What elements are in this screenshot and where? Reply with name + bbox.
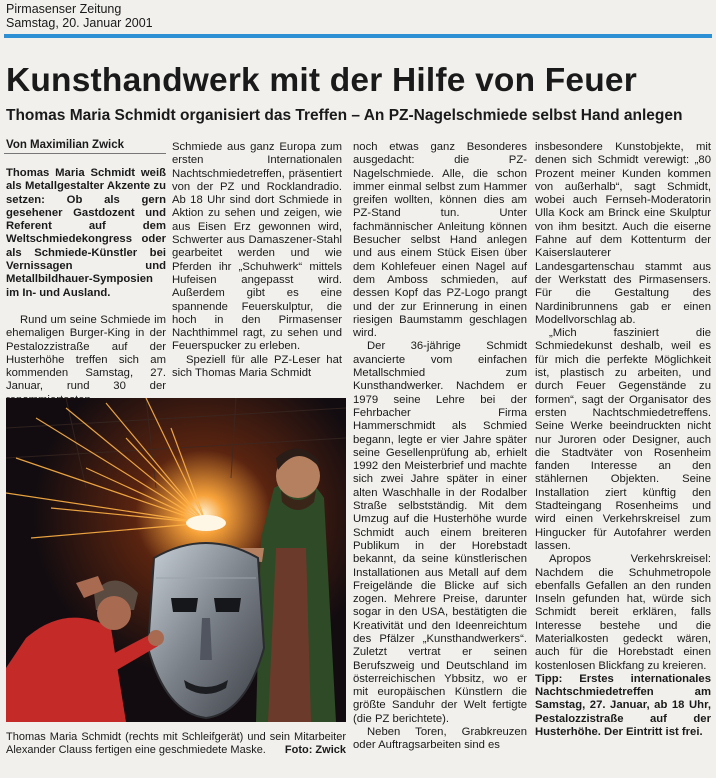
- grinder-flare: [186, 515, 226, 531]
- article-headline: Kunsthandwerk mit der Hilfe von Feuer: [6, 62, 637, 99]
- author-rule: [4, 153, 166, 154]
- masthead-rule: [4, 34, 712, 38]
- masthead: [6, 2, 153, 30]
- event-tip: Tipp: Erstes internationales Nachtschmiedetreffen am Samstag, 27. Januar, ab 18 Uhr, Pestalozzistraße auf der Husterhöhe. Der Eintritt ist frei.: [535, 672, 711, 739]
- article-lead: Thomas Maria Schmidt weiß als Metallgestalter Akzente zu setzen: Ob als gern gesehener Gastdozent und Referent auf dem Weltschmiedekongress oder als Schmiede-Künstler bei Vernissagen und Metallbildhauer-Symposien im In- und Ausland.: [6, 167, 166, 299]
- article-author: Von Maximilian Zwick: [6, 139, 125, 151]
- column-3-paragraph-3: Neben Toren, Grabkreuzen oder Auftragsarbeiten sind es: [353, 726, 527, 752]
- forging-scene-photo: [6, 398, 346, 722]
- photo-caption-block: [6, 731, 346, 757]
- column-1: [6, 167, 166, 407]
- publication-date: Samstag, 20. Januar 2001: [6, 16, 153, 30]
- column-1-paragraph: Rund um seine Schmiede im ehemaligen Burger-King in der Pestalozzistraße auf der Husterhöhe treffen sich am kommenden Samstag, 27. Januar, rund 30 der: [6, 313, 166, 393]
- column-3: [353, 141, 527, 753]
- article-subheadline: Thomas Maria Schmidt organisiert das Treffen – An PZ-Nagelschmiede selbst Hand anlegen: [6, 107, 683, 124]
- column-2: [172, 141, 342, 380]
- column-4-paragraph-1: insbesondere Kunstobjekte, mit denen sich Schmidt verewigt: „80 Prozent meiner Kunden kommen von außerhalb“, sagt Schmidt, wobei auch Fernseh-Moderatorin Ulla Kock am Brinck eine Skulptur von ihm besitzt. Auch die eiserne Fahne auf dem Kottenturm der Kaiserslauterer Landesgartenschau stammt aus der Werkstatt des Pirmasensers. Für die Gestaltung des Nardinibrunnens gab er einen Modellvorschlag ab.: [535, 141, 711, 326]
- column-2-paragraph-1: Schmiede aus ganz Europa zum ersten Internationalen Nachtschmiedetreffen, präsentiert von der PZ und Rocklandradio. Ab 18 Uhr sind dort Schmiede in Aktion zu sehen und zeigen, wie aus Eisen Erz gewonnen wird, Schwerter aus Damaszener-Stahl gearbeitet werden und wie Pferden ihr „Schuhwerk“ mittels Hufeisen angepasst wird. Außerdem gibt es eine spannende Feuerskulptur, die hoch in den Pirmasenser Nachthimmel ragt, zu sehen und Feuerspucker zu erleben.: [172, 141, 342, 353]
- column-2-paragraph-2: Speziell für alle PZ-Leser hat sich Thomas Maria Schmidt: [172, 353, 342, 380]
- photo-caption: Thomas Maria Schmidt (rechts mit Schleifgerät) und sein Mitarbeiter Alexander Clauss fertigen eine geschmiedete Maske.: [6, 731, 346, 756]
- photo-credit: Foto: Zwick: [284, 744, 346, 756]
- publication-name: Pirmasenser Zeitung: [6, 2, 122, 16]
- column-4: [535, 141, 711, 739]
- column-4-paragraph-3: Apropos Verkehrskreisel: Nachdem die Schuhmetropole ebenfalls Gefallen an den runden Inseln gefunden hat, würde sich Schmidt bereit erklären, falls Interesse bestehe und die Materialkosten gedeckt wären, auch für die Horebstadt einen kostenlosen Blickfang zu kreieren.: [535, 553, 711, 672]
- article-photo: [6, 398, 346, 722]
- column-4-paragraph-2: „Mich fasziniert die Schmiedekunst deshalb, weil es für mich die perfekte Möglichkeit ist, plastisch zu arbeiten, und durch Feuer Gegenstände zu formen“, sagt der Organisator des ersten Nachtschmiedetreffens. Seine Werke beeindruckten nicht nur Juroren oder Designer, auch die Stadtväter von Rosenheim fanden Interesse an den stählernen Objekten. Seine Installation ziert künftig den Stadteingang Rosenheims und wird einen Verkehrskreisel zum Hingucker für Autofahrer werden lassen.: [535, 327, 711, 552]
- column-3-paragraph-2: Der 36-jährige Schmidt avancierte vom einfachen Metallschmied zum Kunsthandwerker. Nachdem er 1979 seine Lehre bei der Fehrbacher Firma Hammerschmidt als Schmied begann, legte er vier Jahre später seine Gesellenprüfung ab, erhielt 1992 den Meisterbrief und machte sich zwei Jahre später in einer alten Waschhalle in der Rodalber Straße selbstständig. Mit dem Umzug auf die Husterhöhe wurde Schmidt auch einem breiteren Publikum in der Horebstadt bekannt, da seine künstlerischen Installationen aus Metall auf dem Freigelände die Blicke auf sich zogen. Mehrere Preise, darunter sogar in den USA, bestätigten die Kreativität und den Ideenreichtum des Pfälzer „Kunsthandwerkers“. Zuletzt vertrat er seinen Berufszweig und Deutschland im österreichischen Ybbsitz, wo er mit europäischen Künstlern die größte Sanduhr der Welt fertigte (die PZ berichtete).: [353, 340, 527, 725]
- column-3-paragraph-1: noch etwas ganz Besonderes ausgedacht: die PZ-Nagelschmiede. Alle, die schon immer einmal selbst zum Hammer greifen wollten, können dies am PZ-Stand tun. Unter fachmännischer Anleitung können Besucher selbst Hand anlegen und aus einem Stück Eisen über dem Kohlefeuer einen Nagel auf dem Amboss schmieden, auf dessen Kopf das PZ-Logo prangt und der zur Erinnerung in einen riesigen Baumstamm geschlagen wird.: [353, 141, 527, 340]
